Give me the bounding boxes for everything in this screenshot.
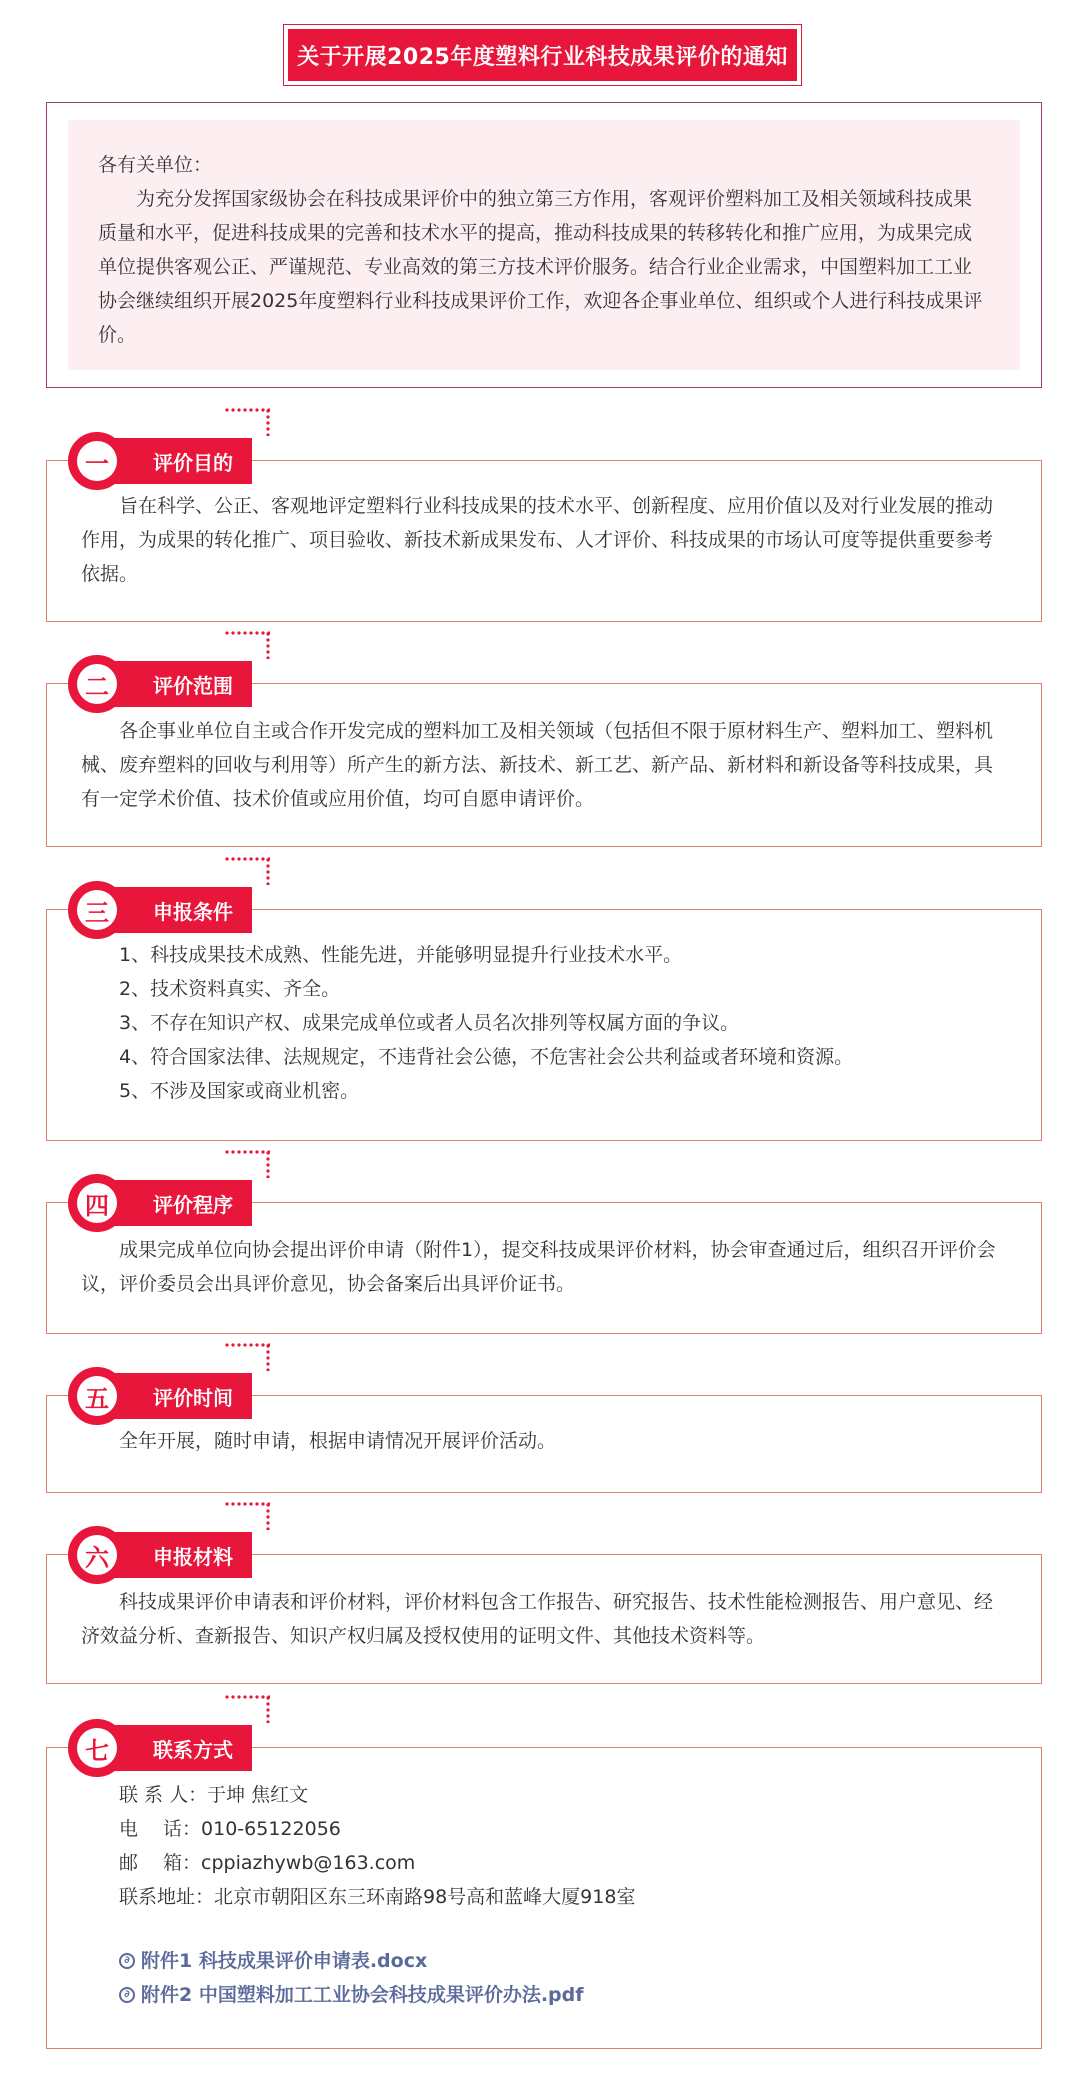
section-number-badge [68,881,126,939]
contact-phone: 电 话：010-65122056 [119,1818,341,1840]
attachment-label: 附件1 科技成果评价申请表.docx [141,1950,428,1972]
dots-decoration [224,1150,270,1154]
dots-decoration [266,1150,270,1178]
section-paragraph: 各企事业单位自主或合作开发完成的塑料加工及相关领域（包括但不限于原材料生产、塑料加工、塑料机械、废弃塑料的回收与利用等）所产生的新方法、新技术、新工艺、新产品、新材料和新设备等科技成果，具有一定学术价值、技术价值或应用价值，均可自愿申请评价。 [81,720,994,810]
paperclip-icon: ∂ [119,1953,135,1969]
section-number-badge [68,1526,126,1584]
dots-decoration [224,1502,270,1506]
section-title: 申报条件 [102,887,252,933]
section-paragraph: 全年开展，随时申请，根据申请情况开展评价活动。 [119,1430,557,1452]
intro-panel [68,120,1020,370]
intro-body: 为充分发挥国家级协会在科技成果评价中的独立第三方作用，客观评价塑料加工及相关领域科技成果质量和水平，促进科技成果的完善和技术水平的提高，推动科技成果的转移转化和推广应用，为成果完成单位提供客观公正、严谨规范、专业高效的第三方技术评价服务。结合行业企业需求，中国塑料加工工业协会继续组织开展2025年度塑料行业科技成果评价工作，欢迎各企事业单位、组织或个人进行科技成果评价。 [98,188,983,346]
section-paragraph: 旨在科学、公正、客观地评定塑料行业科技成果的技术水平、创新程度、应用价值以及对行业发展的推动作用，为成果的转化推广、项目验收、新技术新成果发布、人才评价、科技成果的市场认可度等提供重要参考依据。 [81,495,994,585]
section-number-badge [68,1174,126,1232]
title-frame [283,24,802,86]
salutation: 各有关单位： [98,154,213,176]
section-number-badge [68,655,126,713]
section-number-badge [68,432,126,490]
contact-person: 联 系 人：于坤 焦红文 [119,1784,309,1806]
section-number: 三 [77,890,117,930]
section-title: 评价时间 [102,1373,252,1419]
list-item: 5、不涉及国家或商业机密。 [119,1080,360,1102]
intro-box [46,102,1042,388]
section-number-badge [68,1719,126,1777]
section-title: 评价范围 [102,661,252,707]
dots-decoration [266,1695,270,1723]
list-item: 1、科技成果技术成熟、性能先进，并能够明显提升行业技术水平。 [119,944,683,966]
list-item: 4、符合国家法律、法规规定，不违背社会公德，不危害社会公共利益或者环境和资源。 [119,1046,854,1068]
section-number: 五 [77,1376,117,1416]
section-paragraph: 成果完成单位向协会提出评价申请（附件1），提交科技成果评价材料，协会审查通过后，组织召开评价会议，评价委员会出具评价意见，协会备案后出具评价证书。 [81,1239,996,1295]
dots-decoration [224,408,270,412]
dots-decoration [266,857,270,885]
section-number: 二 [77,664,117,704]
dots-decoration [224,1343,270,1347]
section-number: 六 [77,1535,117,1575]
attachment-label: 附件2 中国塑料加工工业协会科技成果评价办法.pdf [141,1984,584,2006]
attachment-link-2[interactable] [119,1978,1011,2012]
paperclip-icon: ∂ [119,1987,135,2003]
dots-decoration [224,1695,270,1699]
section-box [46,1747,1042,2049]
page-title: 关于开展2025年度塑料行业科技成果评价的通知 [288,29,797,81]
section-title: 评价目的 [102,438,252,484]
spacer [119,1914,1011,1944]
section-number: 四 [77,1183,117,1223]
section-box [46,460,1042,622]
section-box [46,683,1042,847]
section-paragraph: 科技成果评价申请表和评价材料，评价材料包含工作报告、研究报告、技术性能检测报告、用户意见、经济效益分析、查新报告、知识产权归属及授权使用的证明文件、其他技术资料等。 [81,1591,994,1647]
section-title: 联系方式 [102,1725,252,1771]
section-number: 一 [77,441,117,481]
dots-decoration [224,857,270,861]
list-item: 2、技术资料真实、齐全。 [119,978,341,1000]
dots-decoration [266,1343,270,1371]
dots-decoration [266,408,270,436]
dots-decoration [224,631,270,635]
contact-email: 邮 箱：cppiazhywb@163.com [119,1852,416,1874]
section-title: 评价程序 [102,1180,252,1226]
section-number-badge [68,1367,126,1425]
section-number: 七 [77,1728,117,1768]
contact-address: 联系地址：北京市朝阳区东三环南路98号高和蓝峰大厦918室 [119,1886,636,1908]
dots-decoration [266,1502,270,1530]
list-item: 3、不存在知识产权、成果完成单位或者人员名次排列等权属方面的争议。 [119,1012,740,1034]
attachment-link-1[interactable] [119,1944,1011,1978]
section-title: 申报材料 [102,1532,252,1578]
dots-decoration [266,631,270,659]
section-box [46,909,1042,1141]
